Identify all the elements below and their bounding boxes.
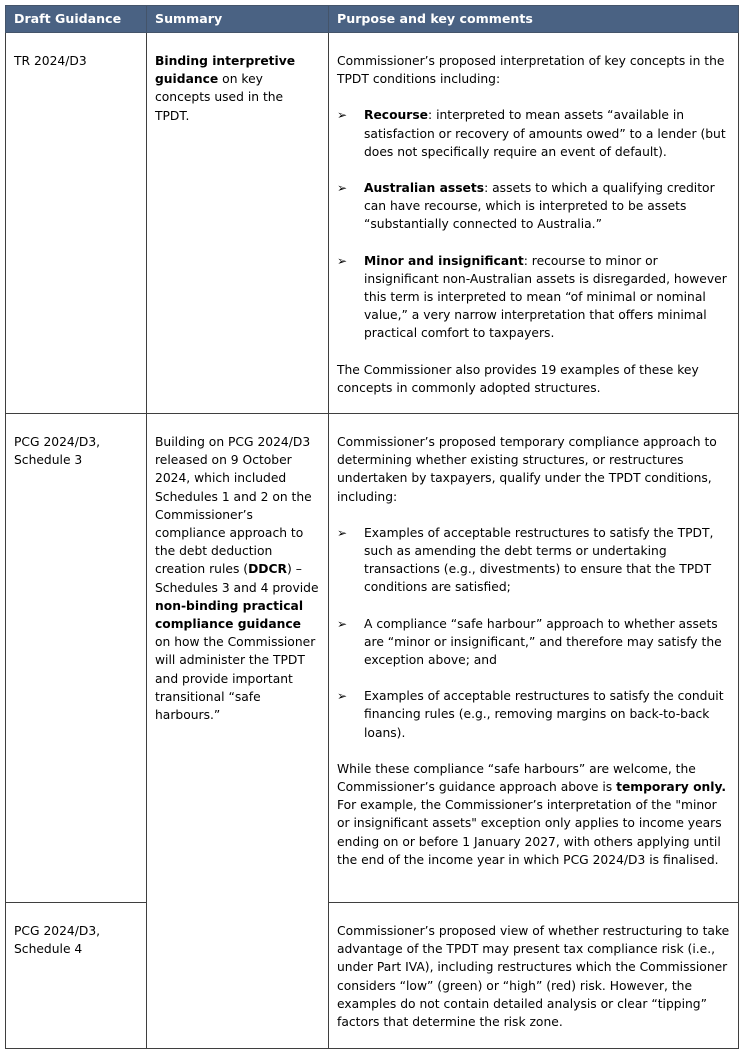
bullet-text: A compliance “safe harbour” approach to whether assets are “minor or insignificant,” and therefore may satisfy the exception above; and (364, 616, 722, 668)
guidance-cell: PCG 2024/D3, Schedule 4 (6, 903, 147, 1049)
bullet-text: : interpreted to mean assets “available in satisfaction or recovery of amounts owed” to a lender (but does not specifically require an event of default). (364, 108, 726, 159)
guidance-cell: PCG 2024/D3, Schedule 3 (6, 414, 147, 903)
bullet-list (337, 524, 732, 742)
list-item (337, 252, 732, 343)
comments-cell (329, 903, 739, 1049)
summary-bold: non-binding practical compliance guidance (155, 598, 304, 632)
comments-intro: Commissioner’s proposed temporary compliance approach to determining whether existing structures, or restructures undertaken by taxpayers, qualify under the TPDT conditions, including: (337, 435, 717, 504)
arrowhead-bullet-icon: ➢ (337, 253, 348, 268)
header-draft-guidance: Draft Guidance (6, 6, 147, 33)
arrowhead-bullet-icon: ➢ (337, 525, 348, 540)
summary-text: Building on PCG 2024/D3 released on 9 October 2024, which included Schedules 1 and 2 on the Commissioner’s compliance approach to the debt deduction creation rules ( (155, 435, 312, 577)
bullet-term: Recourse (364, 108, 429, 123)
bullet-list (337, 106, 732, 342)
comments-cell (329, 414, 739, 903)
arrowhead-bullet-icon: ➢ (337, 181, 348, 196)
comments-intro: Commissioner’s proposed interpretation of key concepts in the TPDT conditions including: (337, 54, 725, 87)
list-item (337, 179, 732, 234)
bullet-term: Australian assets (364, 181, 485, 196)
table-row (6, 414, 739, 903)
bullet-text: : recourse to minor or insignificant non-Australian assets is disregarded, however this term is interpreted to mean “of minimal or nominal value,” a very narrow interpretation that offers minimal practical comfort to taxpayers. (364, 253, 727, 341)
bullet-text: Examples of acceptable restructures to satisfy the TPDT, such as amending the debt terms or undertaking transactions (e.g., divestments) to ensure that the TPDT conditions are satisfied; (364, 525, 714, 595)
list-item (337, 687, 732, 742)
summary-bold: DDCR (248, 562, 287, 577)
arrowhead-bullet-icon: ➢ (337, 616, 348, 631)
summary-bold: Binding interpretive guidance (155, 54, 296, 87)
list-item (337, 106, 732, 161)
guidance-cell: TR 2024/D3 (6, 33, 147, 414)
summary-text: on how the Commissioner will administer the TPDT and provide important transitional “safe harbours.” (155, 635, 316, 723)
list-item (337, 615, 732, 670)
table-row (6, 903, 739, 1049)
comments-text: Commissioner’s proposed view of whether restructuring to take advantage of the TPDT may present tax compliance risk (i.e., under Part IVA), including restructures which the Commissioner considers “low” (green) or “high” (red) risk. However, the examples do not contain detailed analysis or clear “tipping” factors that determine the risk zone. (337, 924, 730, 1030)
header-purpose: Purpose and key comments (329, 6, 739, 33)
closing-text: For example, the Commissioner’s interpretation of the "minor or insignificant assets" exception only applies to income years ending on or before 1 January 2027, with others applying until the end of the income year in which PCG 2024/D3 is finalised. (337, 798, 722, 867)
closing-bold: temporary only. (616, 780, 727, 795)
table-row (6, 33, 739, 414)
arrowhead-bullet-icon: ➢ (337, 689, 348, 704)
comments-closing: The Commissioner also provides 19 examples of these key concepts in commonly adopted structures. (337, 362, 699, 395)
bullet-text: : assets to which a qualifying creditor can have recourse, which is interpreted to be assets “substantially connected to Australia.” (364, 181, 715, 232)
summary-cell (147, 33, 329, 414)
summary-text: ) – Schedules 3 and 4 provide (155, 562, 319, 595)
comments-cell (329, 33, 739, 414)
header-row (6, 6, 739, 33)
closing-text: While these compliance “safe harbours” are welcome, the Commissioner’s guidance approach above is (337, 761, 696, 795)
draft-guidance-table (5, 5, 739, 1049)
bullet-text: Examples of acceptable restructures to satisfy the conduit financing rules (e.g., removing margins on back-to-back loans). (364, 689, 724, 740)
header-summary: Summary (147, 6, 329, 33)
comments-closing (337, 760, 732, 869)
list-item (337, 524, 732, 597)
summary-text: on key concepts used in the TPDT. (155, 72, 284, 123)
arrowhead-bullet-icon: ➢ (337, 108, 348, 123)
bullet-term: Minor and insignificant (364, 253, 524, 268)
summary-cell (147, 414, 329, 1049)
